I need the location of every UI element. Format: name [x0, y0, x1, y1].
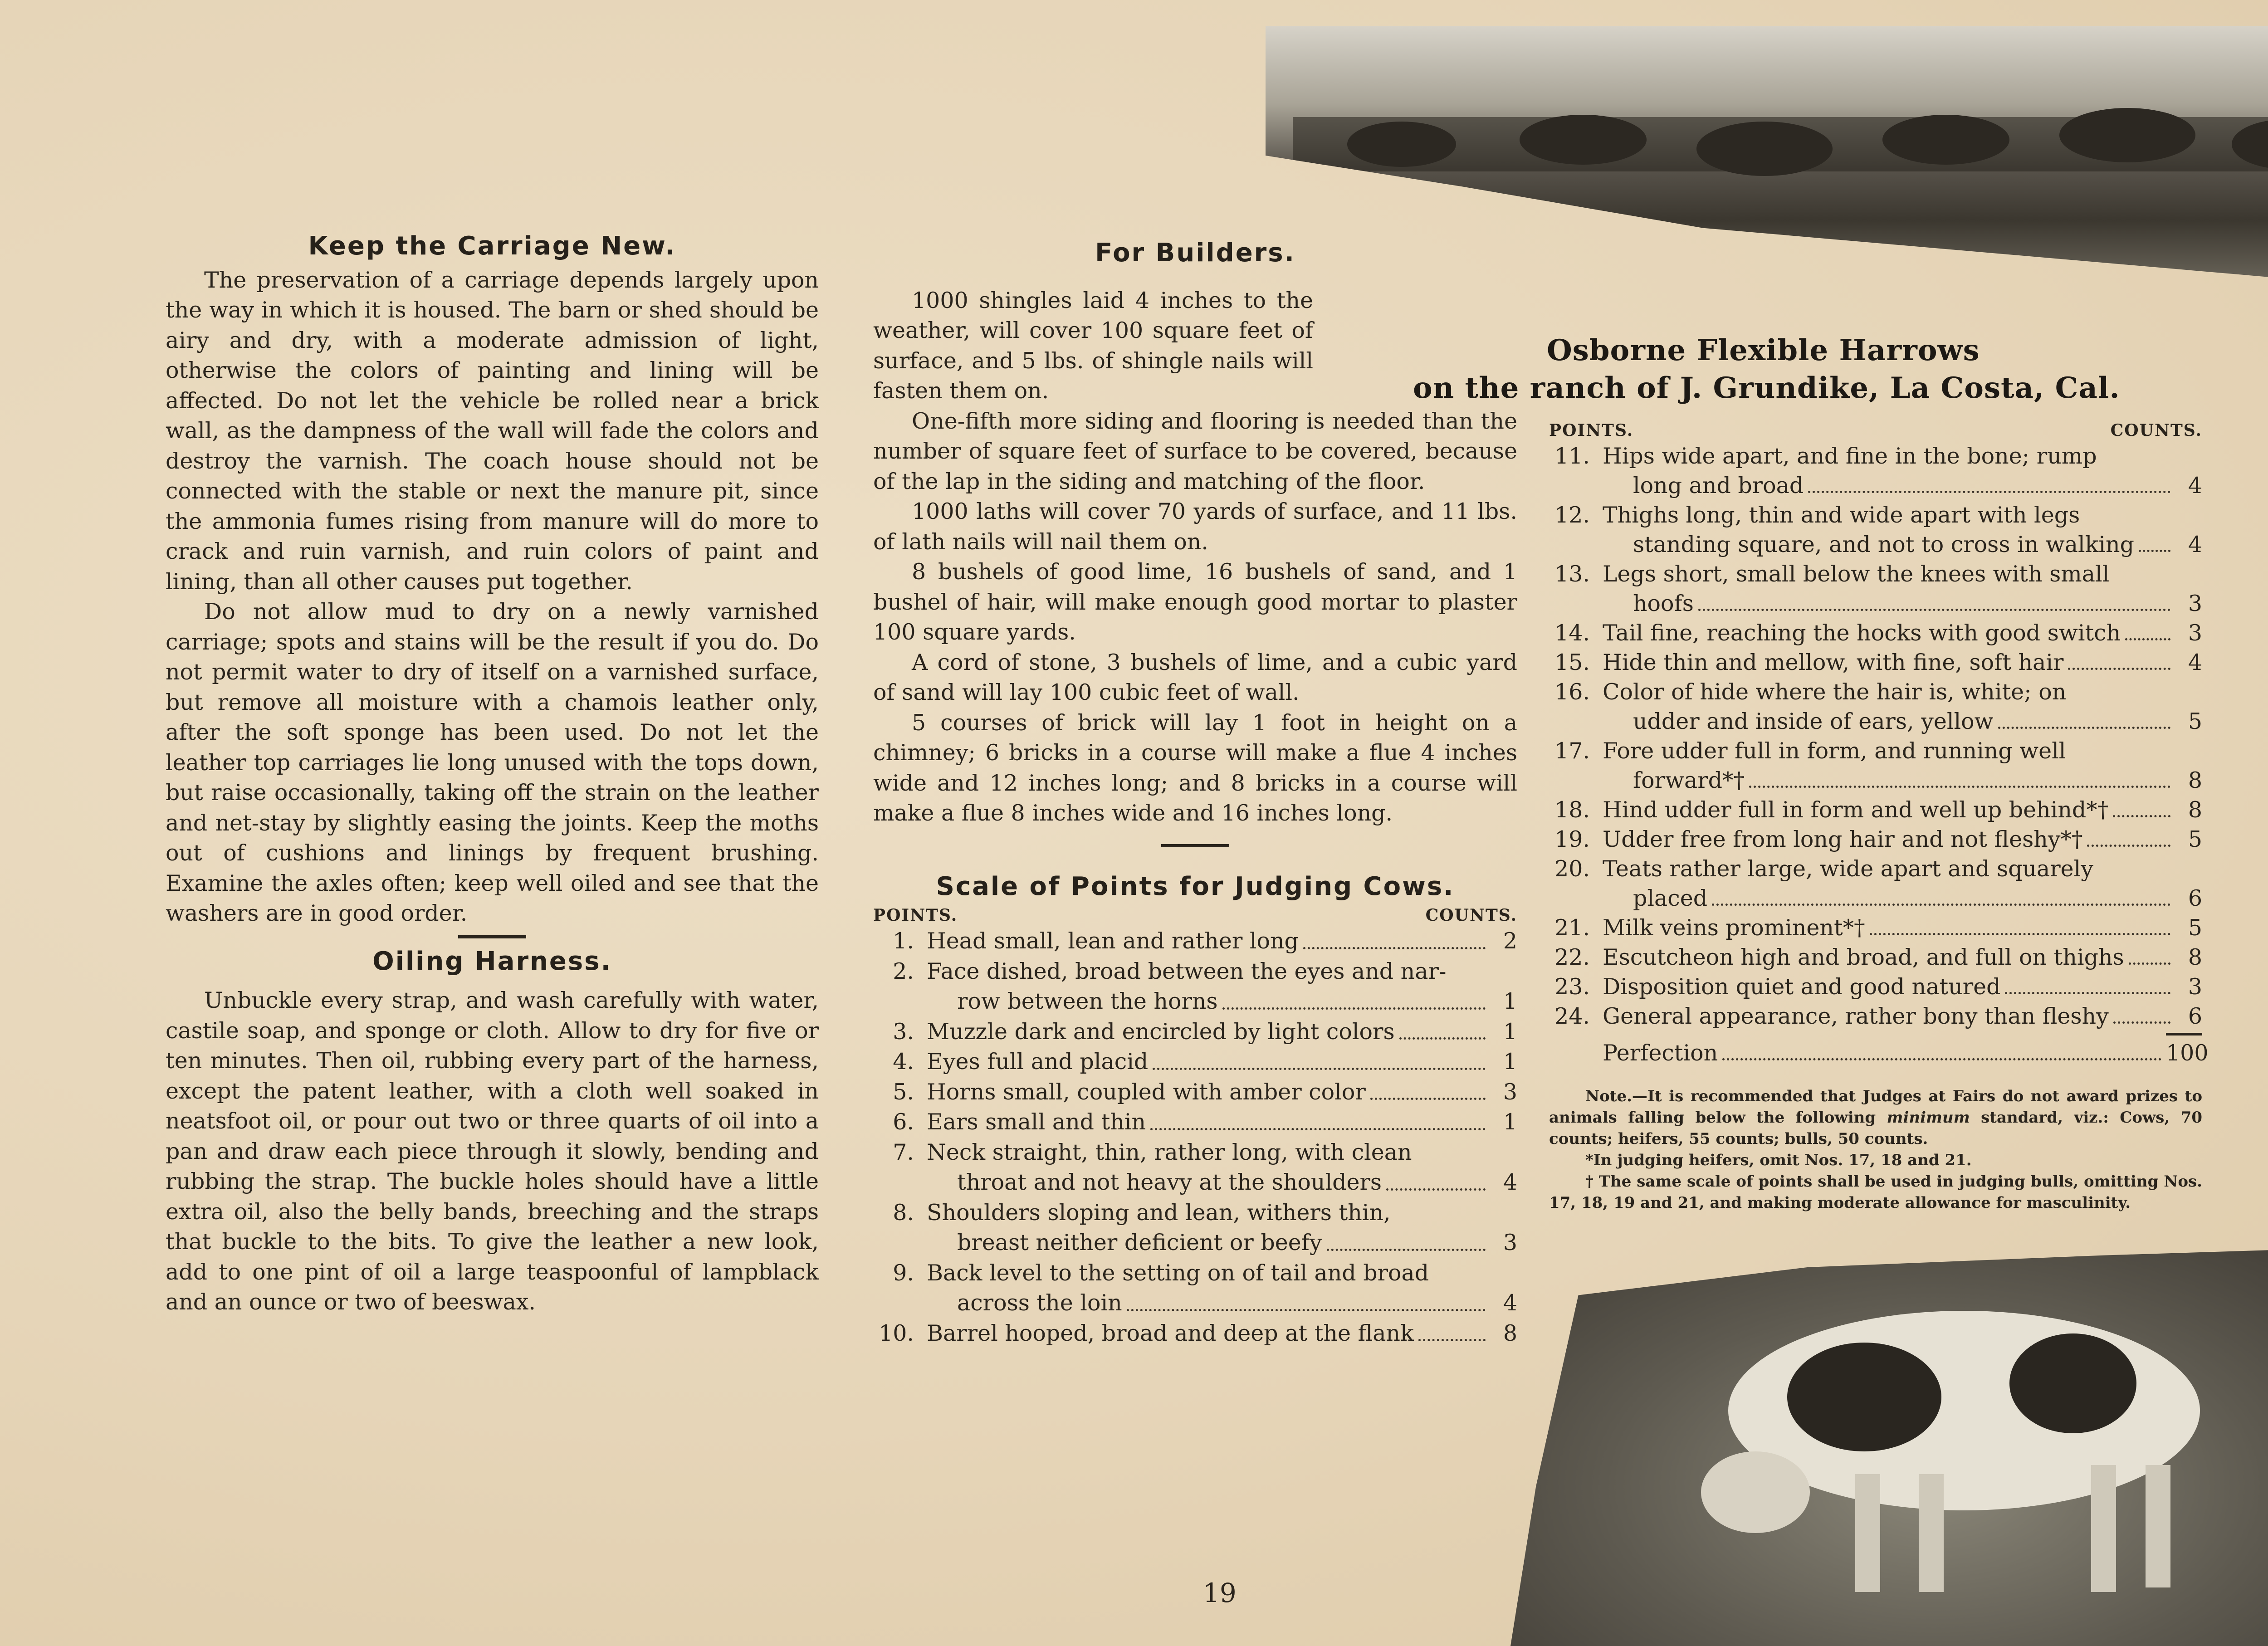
points-item-18 [1549, 795, 2202, 825]
bulls-note: † The same scale of points shall be used in judging bulls, omitting Nos. 17, 18, 19 and 21, and making moderate allowance for masculinity. [1549, 1172, 2202, 1212]
points-item-19 [1549, 825, 2202, 854]
item-count: 5 [2188, 826, 2202, 852]
item-number: 16. [1554, 679, 1590, 705]
item-count: 1 [1503, 988, 1517, 1014]
points-header-right [1549, 420, 2202, 441]
points-item-3 [873, 1017, 1517, 1047]
points-item-10 [873, 1319, 1517, 1349]
photo-caption-line2: on the ranch of J. Grundike, La Costa, Cal. [1413, 371, 2120, 405]
item-text: Disposition quiet and good natured [1603, 974, 2001, 1000]
item-count: 4 [2188, 650, 2202, 675]
points-item-8 [873, 1198, 1517, 1258]
note-emphasis: minimum [1887, 1109, 1970, 1127]
item-number: 23. [1554, 974, 1590, 1000]
points-item-1 [873, 926, 1517, 957]
section-divider [1161, 844, 1229, 847]
item-text: Tail fine, reaching the hocks with good switch [1603, 620, 2121, 646]
points-list-1-10 [873, 926, 1517, 1348]
item-count: 1 [1503, 1049, 1517, 1075]
item-count: 1 [1503, 1018, 1517, 1045]
item-text-continued: row between the horns [957, 988, 1218, 1014]
points-item-7 [873, 1138, 1517, 1198]
item-count: 3 [2188, 591, 2202, 616]
left-column [166, 231, 819, 1318]
item-text-continued: forward*† [1633, 767, 1745, 793]
item-number: 21. [1554, 915, 1590, 941]
total-rule [2166, 1033, 2202, 1035]
harness-paragraph: Unbuckle every strap, and wash carefully with water, castile soap, and sponge or cloth. Allow to dry for five or ten minutes. Then oil, rubbing every part of the harness, except the patent leather, with a cloth well soaked in neatsfoot oil, or pour out two or three quarts of oil into a pan and draw each piece through it slowly, bending and rubbing the strap. The buckle holes should have a little extra oil, also the belly bands, breeching and the straps that buckle to the bits. To give the leather a new look, add to one pint of oil a large teaspoonful of lampblack and an ounce or two of beeswax. [166, 987, 819, 1315]
points-item-6 [873, 1107, 1517, 1138]
item-count: 6 [2188, 885, 2202, 911]
item-count: 4 [1503, 1290, 1517, 1316]
item-text-continued: breast neither deficient or beefy [957, 1230, 1322, 1255]
points-label-right: POINTS. [1549, 421, 1634, 440]
judges-note [1549, 1086, 2202, 1150]
points-item-16 [1549, 677, 2202, 736]
item-count: 3 [1503, 1230, 1517, 1255]
points-item-23 [1549, 972, 2202, 1001]
perfection-label: Perfection [1603, 1040, 1718, 1066]
item-text: Muzzle dark and encircled by light colors [927, 1018, 1395, 1045]
item-number: 14. [1554, 620, 1590, 646]
item-number: 15. [1554, 650, 1590, 675]
item-number: 4. [893, 1049, 914, 1075]
item-count: 5 [2188, 915, 2202, 941]
points-item-20 [1549, 854, 2202, 913]
item-number: 3. [893, 1018, 914, 1045]
item-count: 5 [2188, 708, 2202, 734]
item-text: Udder free from long hair and not fleshy*† [1603, 826, 2083, 852]
item-number: 13. [1554, 561, 1590, 587]
item-text: Neck straight, thin, rather long, with clean [927, 1139, 1412, 1165]
item-text-continued: standing square, and not to cross in walking [1633, 532, 2134, 557]
points-item-5 [873, 1077, 1517, 1108]
counts-label-right: COUNTS. [2110, 421, 2202, 440]
item-number: 18. [1554, 797, 1590, 823]
item-count: 6 [2188, 1003, 2202, 1029]
carriage-paragraph-1: The preservation of a carriage depends largely upon the way in which it is housed. The barn or shed should be airy and dry, with a moderate admission of light, otherwise the colors of painting and lining will be affected. Do not let the vehicle be rolled near a brick wall, as the dampness of the wall will fade the colors and destroy the varnish. The coach house should not be connected with the stable or next the manure pit, since the ammonia fumes rising from manure will do more to crack and ruin varnish, and ruin colors of paint and lining, than all other causes put together. [166, 267, 819, 595]
item-count: 4 [2188, 473, 2202, 498]
item-count: 8 [2188, 767, 2202, 793]
item-text: Color of hide where the hair is, white; on [1603, 679, 2067, 705]
item-number: 1. [893, 928, 914, 954]
builders-paragraph-5: A cord of stone, 3 bushels of lime, and a cubic yard of sand will lay 100 cubic feet of wall. [873, 649, 1517, 705]
item-count: 2 [1503, 928, 1517, 954]
note-tail: standard, viz.: Cows, 70 counts; heifers, 55 counts; bulls, 50 counts. [1549, 1109, 2202, 1148]
carriage-paragraph-2: Do not allow mud to dry on a newly varnished carriage; spots and stains will be the result if you do. Do not permit water to dry of itself on a varnished surface, but remove all moisture with a chamois leather only, after the soft sponge has been used. Do not let the leather top carriages lie long unused with the tops down, but raise occasionally, taking off the strain on the leather and net-stay by slightly easing the joints. Keep the moths out of cushions and linings by frequent brushing. Examine the axles often; keep well oiled and see that the washers are in good order. [166, 599, 819, 926]
page-number: 19 [1203, 1578, 1237, 1608]
item-text: Face dished, broad between the eyes and nar- [927, 958, 1447, 984]
item-text: Milk veins prominent*† [1603, 915, 1865, 941]
builders-paragraph-4: 8 bushels of good lime, 16 bushels of sand, and 1 bushel of hair, will make enough good mortar to plaster 100 square yards. [873, 559, 1517, 645]
item-number: 24. [1554, 1003, 1590, 1029]
points-item-2 [873, 957, 1517, 1017]
points-item-22 [1549, 943, 2202, 972]
perfection-row [1549, 1038, 2209, 1068]
item-text: Legs short, small below the knees with small [1603, 561, 2110, 587]
item-text: Shoulders sloping and lean, withers thin, [927, 1199, 1391, 1226]
item-number: 7. [893, 1139, 914, 1165]
item-text-continued: placed [1633, 885, 1708, 911]
item-count: 4 [2188, 532, 2202, 557]
points-item-11 [1549, 441, 2202, 500]
points-label: POINTS. [873, 906, 958, 925]
points-header [873, 904, 1517, 926]
item-text: Ears small and thin [927, 1109, 1146, 1135]
item-number: 11. [1554, 443, 1590, 469]
item-text: Thighs long, thin and wide apart with legs [1603, 502, 2080, 528]
item-number: 17. [1554, 738, 1590, 764]
item-number: 9. [893, 1260, 914, 1286]
builders-paragraph-1: 1000 shingles laid 4 inches to the weather, will cover 100 square feet of surface, and 5 lbs. of shingle nails will fasten them on. [873, 287, 1313, 404]
builders-paragraph-2: One-fifth more siding and flooring is needed than the number of square feet of surface to be covered, because of the lap in the siding and matching of the floor. [873, 408, 1517, 494]
note-text: It is recommended that Judges at Fairs do not award prizes to animals falling below the following [1549, 1087, 2202, 1127]
item-text: Head small, lean and rather long [927, 928, 1299, 954]
points-item-14 [1549, 618, 2202, 648]
item-text-continued: udder and inside of ears, yellow [1633, 708, 1994, 734]
item-text: Barrel hooped, broad and deep at the flank [927, 1320, 1414, 1346]
item-text-continued: across the loin [957, 1290, 1122, 1316]
cow-illustration [1510, 1247, 2268, 1646]
builders-heading: For Builders. [1095, 238, 1295, 268]
item-number: 6. [893, 1109, 914, 1135]
item-text: Back level to the setting on of tail and broad [927, 1260, 1429, 1286]
item-text-continued: throat and not heavy at the shoulders [957, 1169, 1382, 1195]
builders-paragraph-6: 5 courses of brick will lay 1 foot in height on a chimney; 6 bricks in a course will make a flue 4 inches wide and 12 inches long; and 8 bricks in a course will make a flue 8 inches wide and 16 inches long. [873, 709, 1517, 826]
item-text-continued: long and broad [1633, 473, 1804, 498]
points-item-9 [873, 1258, 1517, 1319]
item-count: 3 [2188, 974, 2202, 1000]
item-number: 19. [1554, 826, 1590, 852]
points-item-13 [1549, 559, 2202, 618]
item-number: 10. [879, 1320, 914, 1346]
points-item-21 [1549, 913, 2202, 943]
item-number: 22. [1554, 944, 1590, 970]
item-text: Teats rather large, wide apart and squarely [1603, 856, 2094, 882]
builders-paragraph-3: 1000 laths will cover 70 yards of surface, and 11 lbs. of lath nails will nail them on. [873, 498, 1517, 555]
counts-label: COUNTS. [1425, 906, 1517, 925]
heifers-note: *In judging heifers, omit Nos. 17, 18 and 21. [1585, 1151, 1972, 1169]
points-item-15 [1549, 648, 2202, 677]
photo-caption-line1: Osborne Flexible Harrows [1547, 333, 1980, 367]
carriage-heading: Keep the Carriage New. [308, 231, 676, 261]
item-count: 4 [1503, 1169, 1517, 1195]
item-number: 12. [1554, 502, 1590, 528]
right-column [1549, 420, 2209, 1214]
item-text: Hind udder full in form and well up behind*† [1603, 797, 2109, 823]
item-text: Horns small, coupled with amber color [927, 1079, 1366, 1105]
item-number: 8. [893, 1199, 914, 1226]
item-count: 3 [2188, 620, 2202, 646]
item-count: 3 [1503, 1079, 1517, 1105]
item-text: Hips wide apart, and fine in the bone; rump [1603, 443, 2097, 469]
item-text: Eyes full and placid [927, 1049, 1149, 1075]
harness-heading: Oiling Harness. [372, 946, 612, 976]
item-number: 2. [893, 958, 914, 984]
item-count: 8 [2188, 944, 2202, 970]
points-item-17 [1549, 736, 2202, 795]
item-text: General appearance, rather bony than fleshy [1603, 1003, 2109, 1029]
points-item-4 [873, 1047, 1517, 1077]
perfection-value: 100 [2166, 1040, 2209, 1066]
item-text-continued: hoofs [1633, 591, 1694, 616]
item-text: Fore udder full in form, and running well [1603, 738, 2066, 764]
note-lead: Note.— [1585, 1087, 1647, 1105]
item-text: Escutcheon high and broad, and full on thighs [1603, 944, 2124, 970]
item-number: 20. [1554, 856, 1590, 882]
item-number: 5. [893, 1079, 914, 1105]
item-count: 8 [1503, 1320, 1517, 1346]
item-text: Hide thin and mellow, with fine, soft hair [1603, 650, 2064, 675]
points-item-12 [1549, 500, 2202, 559]
cow-photo [1510, 1247, 2268, 1646]
item-count: 1 [1503, 1109, 1517, 1135]
points-item-24 [1549, 1001, 2202, 1031]
cows-heading: Scale of Points for Judging Cows. [936, 871, 1455, 901]
section-divider [458, 935, 526, 938]
item-count: 8 [2188, 797, 2202, 823]
points-list-11-24 [1549, 441, 2202, 1031]
